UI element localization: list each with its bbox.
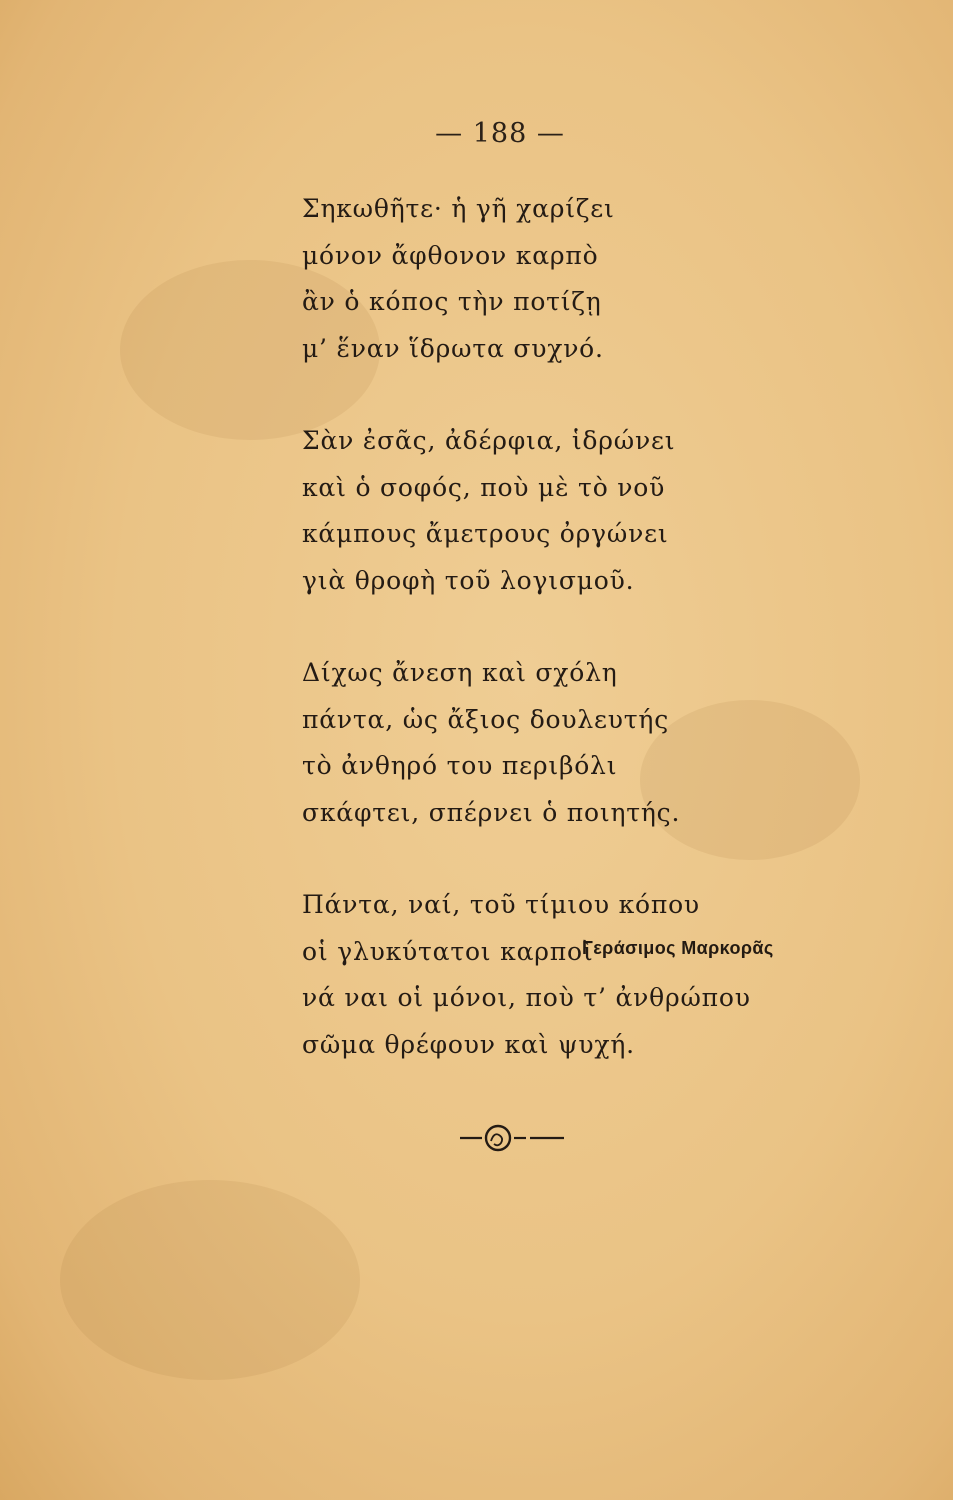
poem-line: Σὰν ἐσᾶς, ἀδέρφια, ἱδρώνει — [302, 426, 676, 455]
poem-line: Σηκωθῆτε· ἡ γῆ χαρίζει — [302, 194, 615, 223]
poem-line: ἂν ὁ κόπος τὴν ποτίζῃ — [302, 287, 602, 316]
poem-line: καὶ ὁ σοφός, ποὺ μὲ τὸ νοῦ — [302, 472, 666, 502]
poem-line: σῶμα θρέφουν καὶ ψυχή. — [302, 1029, 635, 1059]
stanza — [302, 186, 862, 372]
poem-line: γιὰ θροφὴ τοῦ λογισμοῦ. — [302, 565, 635, 595]
poem-line: κάμπους ἄμετρους ὀργώνει — [302, 519, 669, 548]
poem-line: οἱ γλυκύτατοι καρποὶ — [302, 936, 594, 966]
stanza — [302, 418, 862, 604]
poem-line: πάντα, ὡς ἄξιος δουλευτής — [302, 704, 670, 734]
stanza — [302, 650, 862, 836]
stanza — [302, 882, 862, 1068]
author-signature: Γεράσιμος Μαρκορᾶς — [582, 938, 774, 958]
poem-line: Πάντα, ναί, τοῦ τίμιου κόπου — [302, 890, 700, 919]
page-number: — 188 — — [435, 118, 565, 149]
poem-line: νά ναι οἱ μόνοι, ποὺ τ’ ἀνθρώπου — [302, 983, 751, 1012]
poem-line: μόνον ἄφθονον καρπὸ — [302, 240, 599, 270]
end-ornament-icon — [458, 1118, 568, 1158]
poem-line: Δίχως ἄνεση καὶ σχόλη — [302, 658, 618, 687]
poem-line: μ’ ἕναν ἵδρωτα συχνό. — [302, 333, 604, 363]
poem — [302, 186, 862, 1114]
paper-stain — [60, 1180, 360, 1380]
poem-line: σκάφτει, σπέρνει ὁ ποιητής. — [302, 797, 681, 827]
poem-line: τὸ ἀνθηρό του περιβόλι — [302, 751, 618, 780]
